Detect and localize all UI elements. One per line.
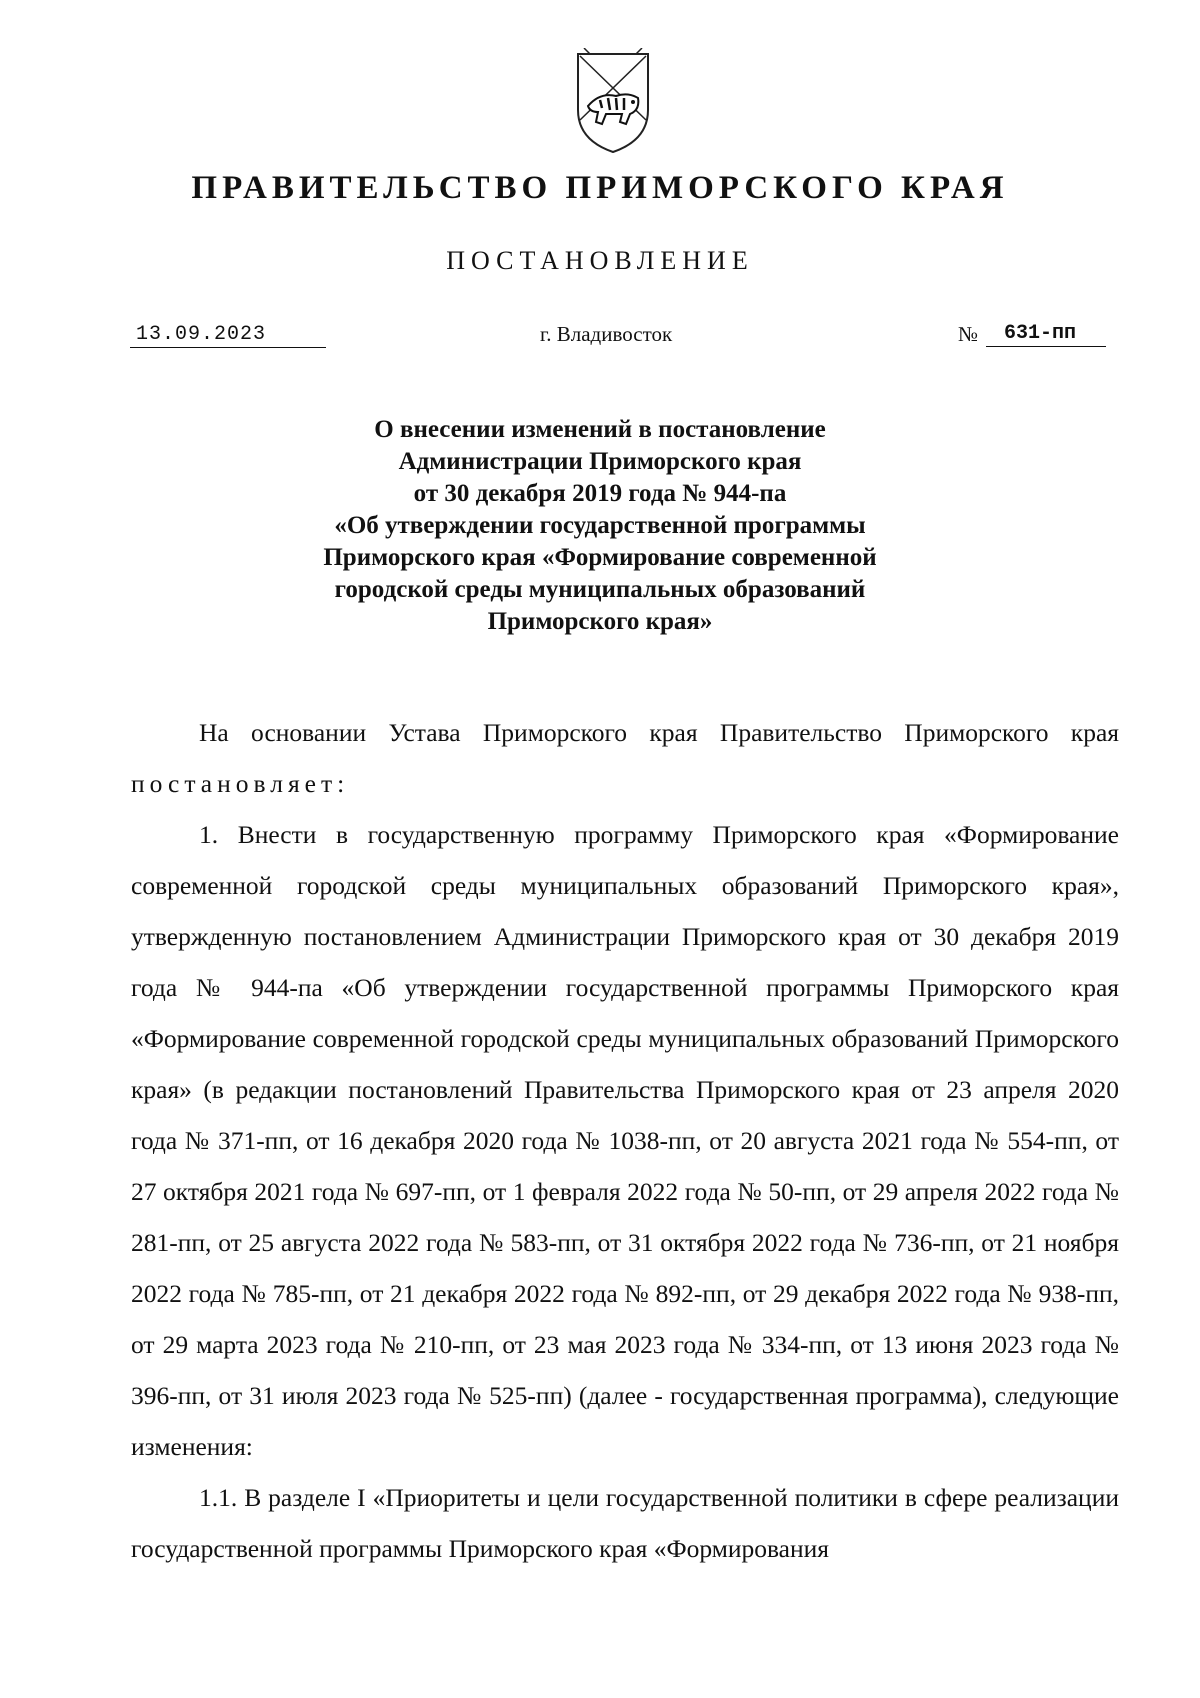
subject-line: Администрации Приморского края (398, 448, 802, 475)
coat-of-arms-icon (570, 48, 656, 156)
organization-title: ПРАВИТЕЛЬСТВО ПРИМОРСКОГО КРАЯ (191, 170, 1009, 206)
paragraph-item-1: 1. Внести в государственную программу Приморского края «Формирование современной городской среды муниципальных образований Приморского края», утвержденную постановлением Администрации Приморского края от 30 декабря 2019 года № 944-па «Об утверждении государственной программы Приморского края «Формирование современной городской среды муниципальных образований Приморского края» (в редакции постановлений Правительства Приморского края от 23 апреля 2020 года № 371-пп, от 16 декабря 2020 года № 1038-пп, от 20 августа 2021 года № 554-пп, от 27 октября 2021 года № 697-пп, от 1 февраля 2022 года № 50-пп, от 29 апреля 2022 года № 281-пп, от 25 августа 2022 года № 583-пп, от 31 октября 2022 года № 736-пп, от 21 ноября 2022 года № 785-пп, от 21 декабря 2022 года № 892-пп, от 29 декабря 2022 года № 938-пп, от 29 марта 2023 года № 210-пп, от 23 мая 2023 года № 334-пп, от 13 июня 2023 года № 396-пп, от 31 июля 2023 года № 525-пп) (далее - государственная программа), следующие изменения: (131, 820, 1119, 1461)
paragraph-item-1-1: 1.1. В разделе I «Приоритеты и цели государственной политики в сфере реализации государственной программы Приморского края «Формирования (131, 1483, 1119, 1563)
document-date: 13.09.2023 (130, 323, 326, 348)
preamble-decree-word: постановляет: (131, 769, 350, 798)
document-subject (0, 414, 1200, 638)
subject-line: О внесении изменений в постановление (374, 416, 826, 443)
preamble-text: На основании Устава Приморского края Правительство Приморского края (199, 718, 1119, 747)
subject-line: Приморского края» (487, 608, 713, 635)
subject-line: городской среды муниципальных образований (334, 576, 866, 603)
number-sign: № (958, 322, 979, 346)
subject-line: Приморского края «Формирование современной (323, 544, 877, 571)
subject-line: от 30 декабря 2019 года № 944-па (413, 480, 787, 507)
paragraph-preamble (131, 707, 1119, 809)
document-number (958, 322, 1106, 347)
document-type: ПОСТАНОВЛЕНИЕ (446, 246, 754, 275)
document-body (131, 707, 1119, 1574)
subject-line: «Об утверждении государственной программы (334, 512, 866, 539)
number-value: 631-пп (986, 322, 1106, 347)
document-city: г. Владивосток (540, 322, 673, 346)
